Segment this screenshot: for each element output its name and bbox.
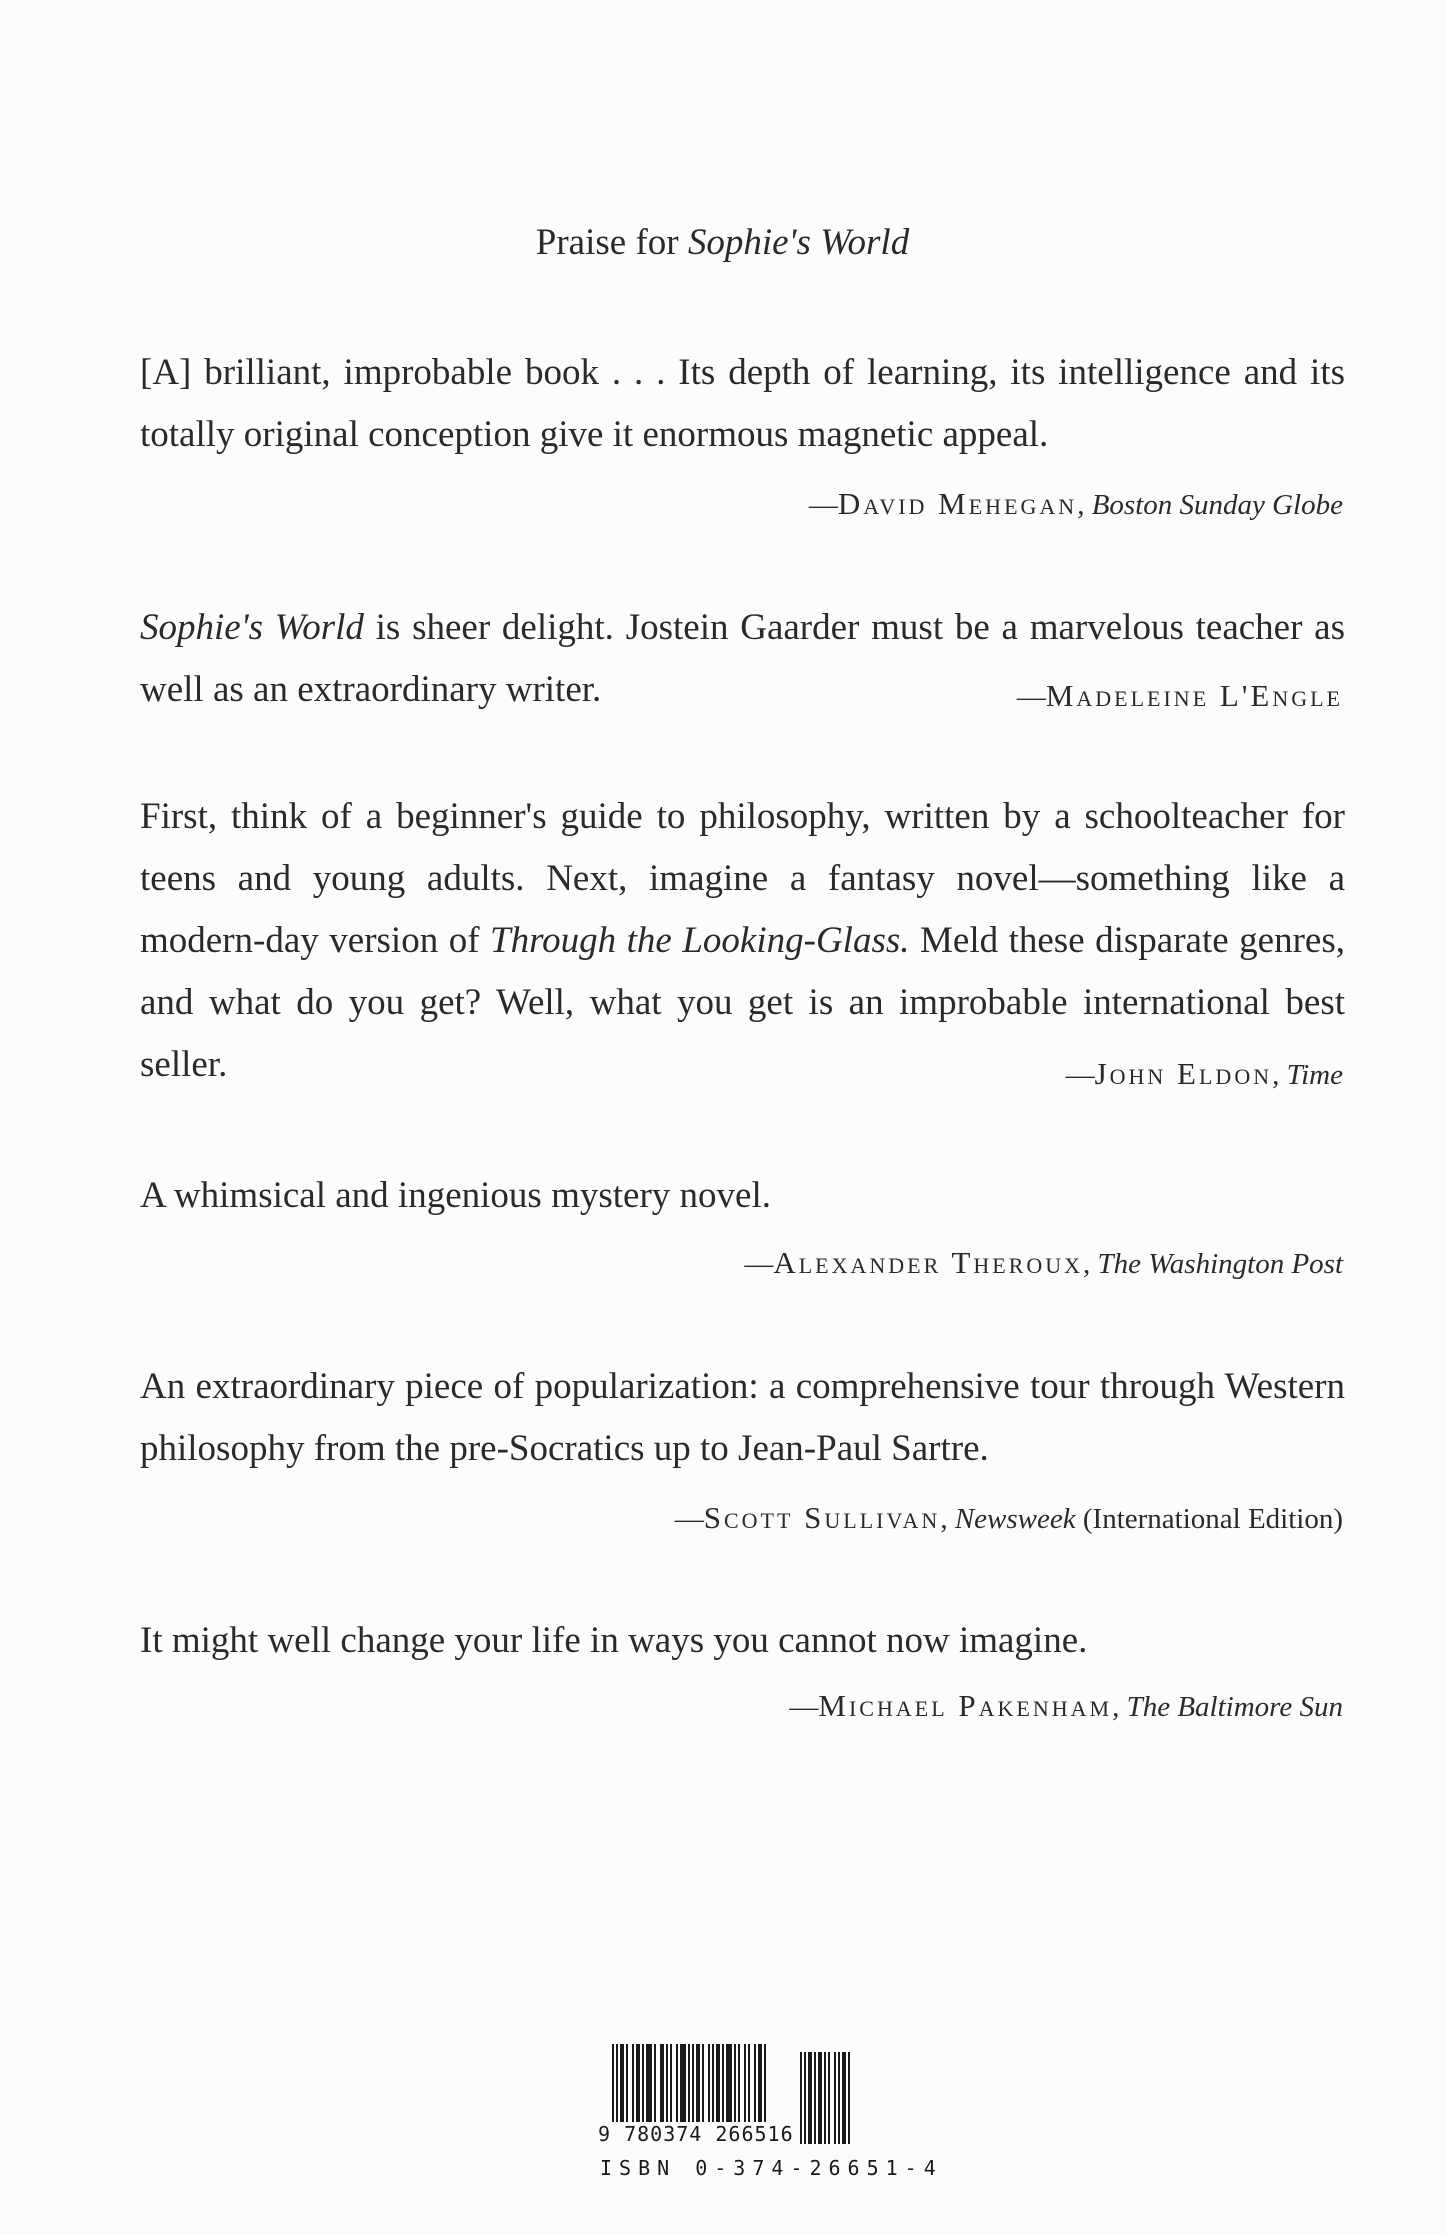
quote-text: First, think of a beginner's guide to philosophy, written by a schoolteacher for teens and young adults. Next, imagine a fantasy novel—something like a modern-day version of: [140, 796, 1345, 961]
quote-italic: Through the Looking-Glass.: [490, 920, 910, 961]
quote-text: [A] brilliant, improbable book . . . Its depth of learning, its intelligence and its totally original conception give it enormous magnetic appeal.: [140, 352, 1345, 455]
attribution-baltimore-sun: —Michael Pakenham, The Baltimore Sun: [789, 1688, 1343, 1723]
barcode-addon-bars: [800, 2052, 886, 2144]
attribution-source: Time: [1286, 1059, 1343, 1091]
attribution-newsweek: —Scott Sullivan, Newsweek (International Edition): [674, 1500, 1343, 1535]
quote-text: is sheer delight. Jostein Gaarder must be a marvelous teacher as well as an extraordinary writer.: [140, 607, 1345, 710]
barcode-gap: [850, 2052, 852, 2144]
attribution-author: Scott Sullivan: [703, 1500, 941, 1535]
attribution-lengle: —Madeleine L'Engle: [1016, 678, 1343, 713]
attribution-boston-globe: —David Mehegan, Boston Sunday Globe: [808, 486, 1343, 521]
attribution-source: Newsweek: [954, 1503, 1076, 1535]
attribution-author: Alexander Theroux: [773, 1245, 1084, 1280]
quote-lead-italic: Sophie's World: [140, 607, 364, 648]
quote-text: A whimsical and ingenious mystery novel.: [140, 1175, 771, 1216]
barcode-gap: [766, 2044, 768, 2122]
attribution-author: David Mehegan: [837, 486, 1078, 521]
attribution-source-note: (International Edition): [1082, 1503, 1343, 1535]
isbn-number: ISBN 0-374-26651-4: [600, 2156, 943, 2180]
quote-time: [140, 786, 1345, 1096]
page-title: [0, 218, 1445, 268]
attribution-source: The Baltimore Sun: [1126, 1691, 1343, 1723]
attribution-author: Michael Pakenham: [818, 1688, 1113, 1723]
quote-text: It might well change your life in ways you cannot now imagine.: [140, 1620, 1088, 1661]
attribution-author: Madeleine L'Engle: [1045, 678, 1343, 713]
attribution-time: —John Eldon, Time: [1065, 1056, 1343, 1091]
quote-newsweek: [140, 1356, 1345, 1480]
quote-text: An extraordinary piece of popularization: a comprehensive tour through Western philosophy from the pre-Socratics up to Jean-Paul Sartre.: [140, 1366, 1345, 1469]
attribution-source: The Washington Post: [1097, 1248, 1343, 1280]
barcode-digits: 9 780374 266516: [598, 2122, 794, 2146]
attribution-washington-post: —Alexander Theroux, The Washington Post: [744, 1245, 1343, 1280]
title-prefix: Praise for: [535, 222, 679, 263]
barcode-bars: [612, 2044, 792, 2122]
quote-baltimore-sun: [140, 1610, 1345, 1672]
quote-washington-post: [140, 1165, 1345, 1227]
quote-text-after: Meld these disparate genres, and what do you get? Well, what you get is an improbable international best seller.: [140, 920, 1345, 1085]
quote-boston-globe: [140, 342, 1345, 466]
isbn-barcode: [598, 2038, 943, 2198]
book-title: Sophie's World: [687, 222, 910, 263]
attribution-source: Boston Sunday Globe: [1091, 489, 1343, 521]
attribution-author: John Eldon: [1094, 1056, 1273, 1091]
